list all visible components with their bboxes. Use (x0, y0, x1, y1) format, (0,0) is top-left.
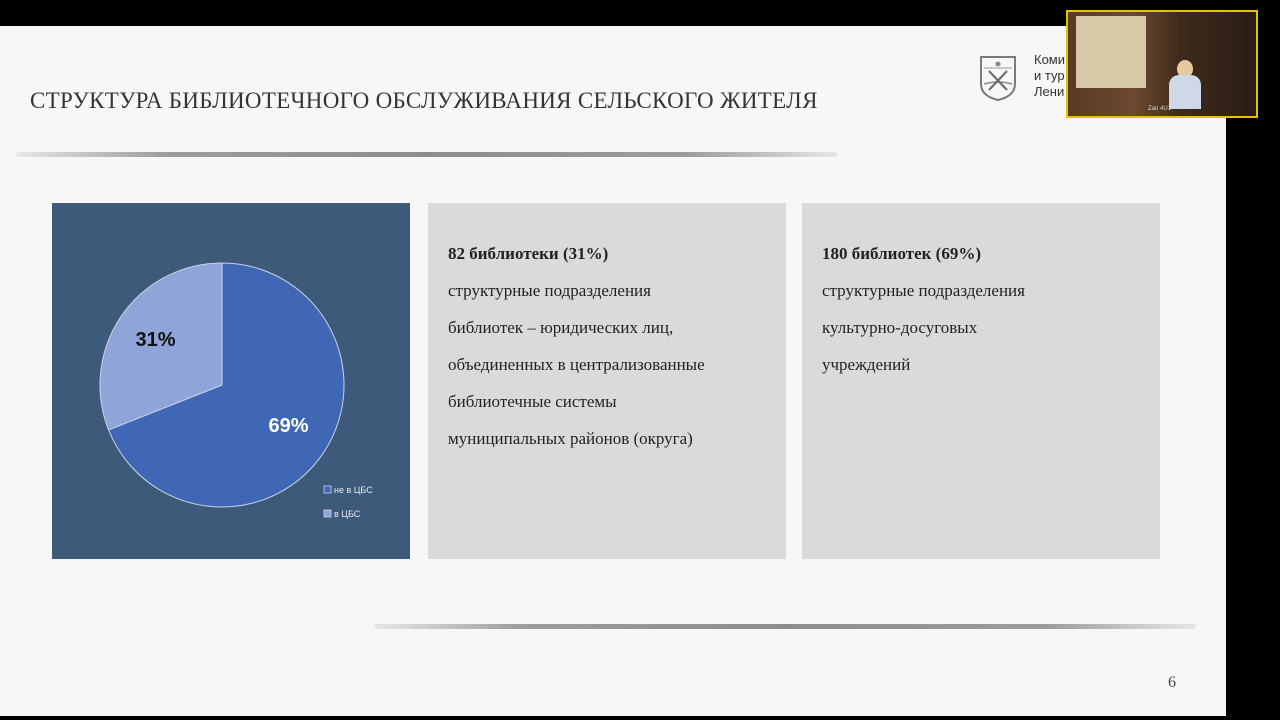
footer-divider (374, 624, 1196, 629)
org-line-1: Коми (1034, 52, 1066, 67)
legend-label: в ЦБС (334, 509, 361, 519)
page-number: 6 (1168, 674, 1176, 691)
speaker-body (1169, 75, 1201, 109)
speaker-video-thumbnail[interactable] (1066, 10, 1258, 118)
coat-of-arms-icon (978, 54, 1018, 102)
panel-line: структурные подразделения (448, 281, 651, 300)
legend-swatch (324, 510, 331, 517)
panel-heading: 82 библиотеки (31%) (448, 244, 609, 263)
pie-data-label: 31% (135, 329, 176, 352)
slide-title: СТРУКТУРА БИБЛИОТЕЧНОГО ОБСЛУЖИВАНИЯ СЕЛЬСКОГО ЖИТЕЛЯ (30, 88, 818, 113)
panel-line: муниципальных районов (округа) (448, 429, 693, 448)
panel-line: структурные подразделения (822, 281, 1025, 300)
panel-line: библиотечные системы (448, 392, 617, 411)
legend-label: не в ЦБС (334, 485, 373, 495)
video-caption: Zan 4U1 (1148, 106, 1172, 112)
organization-name (1034, 52, 1065, 100)
panel-line: объединенных в централизованные (448, 355, 705, 374)
info-panel-cbs (428, 203, 786, 559)
pie-chart (52, 203, 410, 559)
pie-data-label: 69% (268, 414, 309, 437)
panel-line: библиотек – юридических лиц, (448, 318, 674, 337)
panel-heading: 180 библиотек (69%) (822, 244, 981, 263)
presentation-slide (0, 26, 1226, 716)
legend-swatch (324, 486, 331, 493)
panel-line: культурно-досуговых (822, 318, 978, 337)
title-divider (16, 152, 838, 157)
info-panel-kdu (802, 203, 1160, 559)
pie-chart-panel (52, 203, 410, 559)
panel-line: учреждений (822, 355, 911, 374)
org-line-3: Лени (1034, 84, 1065, 99)
org-line-2: и тур (1034, 68, 1065, 83)
video-background-frame (1076, 16, 1146, 88)
